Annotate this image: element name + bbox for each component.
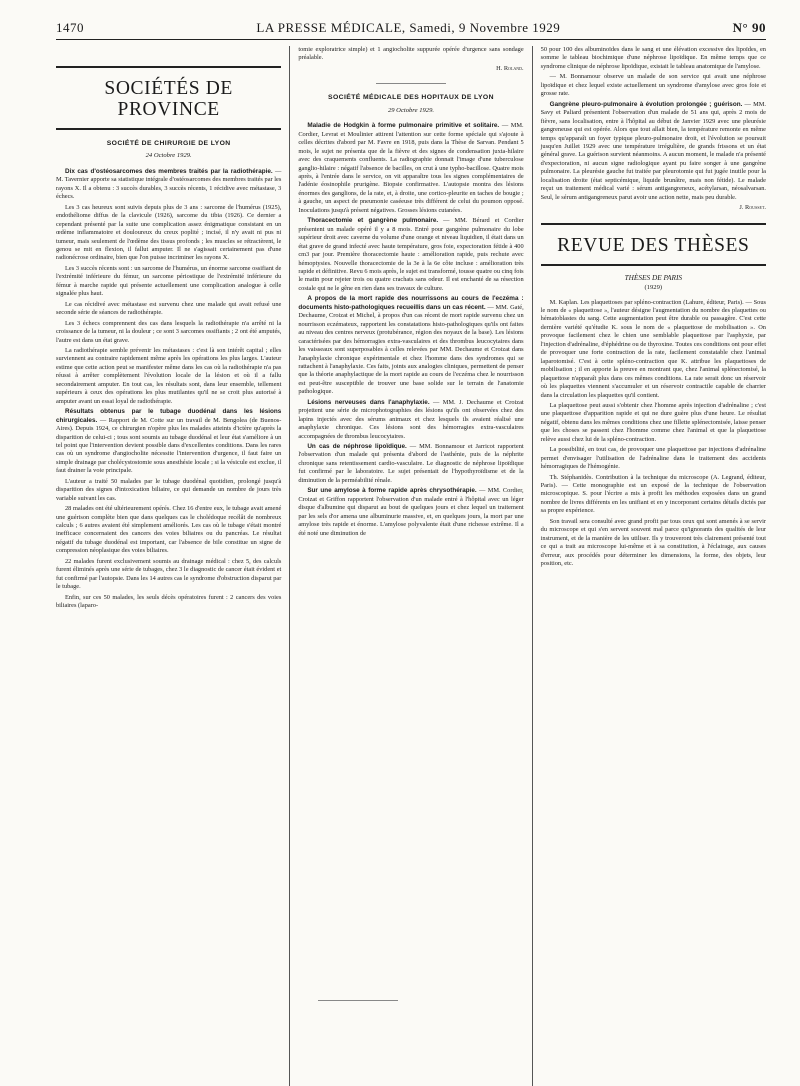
- item-body: L'auteur a traité 50 malades par le tubage duodénal quotidien, prolongé jusqu'à disparition des signes d'intoxication biliaire, ce qui demande un nombre de jours très variable suivant les cas.: [56, 477, 282, 502]
- item-body: 28 malades ont été ultérieurement opérés. Chez 16 d'entre eux, le tubage avait amené une guérison complète bien que dans quelques cas le cholédoque recélât de nombreux calculs ; 6 autres avaient été simplement améliorés. Les cas où le tubage s'était montré inefficace concernaient des cancers des voies biliaires ou du pancréas. Le résultat négatif du tubage duodénal est important, car l'absence de bile constitue un signe de compression néoplasique des voies biliaires.: [56, 505, 282, 555]
- article-item: [56, 347, 281, 406]
- journal-title: LA PRESSE MÉDICALE, Samedi, 9 Novembre 1929: [256, 20, 561, 35]
- item-title: Un cas de néphrose lipoïdique.: [307, 443, 407, 451]
- item-body: — MM. Gaté, Dechaume, Croizat et Michel, à propos d'un cas récent de mort rapide survenu chez un nourrisson eczémateux, rapportent les constatations histo-pathologiques qu'ils ont faites au niveau des centres nerveux (protubérance, région des noyaux de la base). Les lésions caractérisées par des hémorragies extra-vasculaires et des thrombus leucocytaires dans les vaisseaux sont superposables à celles relevées par MM. Dechaume et Croizat dans l'anaphylaxie chronique expérimentale et chez l'homme dans des syndromes qui se rattachent à l'anaphylaxie. Ces faits, joints aux analogies cliniques, permettent de penser que la théorie anaphylactique de la mort rapide au cours de l'eczéma chez le nourrisson est peut-être susceptible de trouver une base solide sur le terrain de l'anatomie pathologique.: [298, 303, 524, 396]
- issue-number: N° 90: [732, 20, 766, 35]
- section-title: REVUE DES THÈSES: [541, 223, 766, 266]
- item-body: Les 3 cas heureux sont suivis depuis plus de 3 ans : sarcome de l'humérus (1925), endothéliome diffus de la clavicule (1926), sarcome du tibia (1926). Ce dernier a cependant présenté par la suite une complication assez énigmatique consistant en un œdème inflammatoire et douloureux du creux poplité ; incisé, il n'y avait ni pus ni tumeur, mais seulement de l'œdème des tissus profonds ; les muscles se rétractèrent, le genou se mit en flexion, il fallut amputer. Il ne s'agissait certainement pas d'une radionécrose ordinaire, bien que l'on puisse incriminer les rayons X.: [56, 203, 282, 262]
- paragraph: Th. Stéphanidès. Contribution à la technique du microscope (A. Legrand, éditeur, Paris). — Cette monographie est un exposé de la technique de l'observation microscopique. S. pour l'écrire a mis à profit les méthodes exposées dans un grand nombre de livres différents en les unifiant et en y incorporant certains détails dictés par sa propre expérience.: [540, 473, 766, 515]
- item-body: — M. Tavernier apporte sa statistique intégrale d'ostéosarcomes des membres traités par les rayons X. Il a obtenu : 3 succès durables, 3 succès récents, 1 récidive avec métastase, 3 échecs.: [56, 167, 282, 201]
- author-signature: J. Rousset.: [739, 204, 766, 212]
- item-body: — MM. Bonnamour et Jarricot rapportent l'observation d'un malade qui présenta d'abord de l'asthénie, puis de la néphrite chronique sans retentissement cardio-vasculaire. Le diagnostic de néphrose lipoïdique fut confirmé par le laboratoire. Le sujet présentait de l'hypothyroïdisme et de la diminution de la perméabilité rénale.: [298, 443, 524, 484]
- article-item: [298, 295, 523, 396]
- item-title: A propos de la mort rapide des nourrissons au cours de l'eczéma : documents histo-pathologiques recueillis dans un cas récent.: [298, 295, 524, 311]
- item-body: — MM. Bérard et Cordier présentent un malade opéré il y a 8 mois. Entré pour gangrène pulmonaire du lobe supérieur droit avec caverne du volume d'une orange et niveau liquidien, il était dans un état grave de grand infecté avec haute température, gros foie, expectoration fétide à 400 cm3 par jour. Première thoracectomie haute : amélioration rapide, puis rechute avec hémoptysies. Nouvelle thoracectomie de la 3e à la 6e côte incluse : amélioration très rapide et définitive. Revu 6 mois après, le sujet est transformé, tousse quatre ou cinq fois le matin pour rejeter trois ou quatre crachats sans odeur. Il est enchanté de sa résection costale qui ne le gêne en rien dans ses travaux de culture.: [298, 217, 524, 292]
- article-item: [56, 320, 281, 345]
- article-item: [298, 487, 523, 538]
- column-2: [290, 46, 532, 1086]
- continued-text: 50 pour 100 des albuminoïdes dans le sang et une élévation excessive des lipoïdes, en somme le tableau biochimique d'une néphrose lipoïdique. En même temps que ce syndrome clinique de néphrose lipoïdique, existait le tableau anatomique de l'amylose.: [540, 46, 766, 70]
- item-body: La radiothérapie semble prévenir les métastases : c'est là son intérêt capital ; elles surviennent au contraire rapidement même après les opérations les plus larges. L'auteur estime que cette action peut se manifester même dans les cas où la radiothérapie n'a pas réussi à arrêter complètement l'évolution locale de la lésion et où il a fallu secondairement amputer. En tout cas, les résultats sont, dans leur ensemble, tellement supérieurs à ceux des opérations les plus mutilantes qu'il ne se croit plus autorisé à amputer avant un essai loyal de radiothérapie.: [56, 346, 282, 405]
- item-body: — MM. Cordier, Croizat et Griffon rapportent l'observation d'un malade entré à l'hôpital avec un léger disque d'albumine qui disparut au bout de quelques jours et chez lequel un traitement par les sels d'or amena une albuminurie massive, et, en quelques jours, la mort par une amylose très rapide et énorme. L'amylose polyvalente était d'une richesse extrême. Il a été noté une diminution de: [298, 487, 524, 537]
- paragraph: Son travail sera consulté avec grand profit par tous ceux qui sont amenés à se servir du microscope et qui s'en servent souvent mal parce qu'ignorants des qualités de leur instrument, et de la manière de les utiliser. Ils y trouveront très clairement présenté tout ce qui a trait au microscope lui-même et à sa constitution, à l'éclairage, aux causes d'erreur, aux procédés pour déterminer les dimensions, la forme, des objets, leur position, etc.: [540, 517, 766, 568]
- article-item: [56, 505, 281, 556]
- author-signature: H. Roland.: [496, 64, 524, 72]
- article-item: [298, 443, 523, 485]
- article-item: [56, 168, 281, 202]
- subsection-year: (1929): [644, 284, 663, 292]
- footer-divider: [318, 1000, 398, 1001]
- paragraph: La plaquettose peut aussi s'obtenir chez l'homme après injection d'adrénaline ; c'est une plaquettose d'apparition rapide et qui ne dure guère plus d'une heure. Le résultat négatif, obtenu dans les mêmes conditions chez une fillette splénectomisée, laisse penser que les choses se passent chez l'homme comme chez l'animal et que la plaquettose relève aussi chez lui de la spléno-contraction.: [540, 401, 766, 443]
- society-name: SOCIÉTÉ MÉDICALE DES HOPITAUX DE LYON: [328, 94, 494, 102]
- item-title: Thoracectomie et gangrène pulmonaire.: [307, 217, 439, 225]
- paragraph: La possibilité, en tout cas, de provoquer une plaquettose par injections d'adrénaline permet d'envisager l'utilisation de l'adrénaline dans le traitement des accidents hémorragiques de l'hémogénie.: [540, 446, 766, 471]
- item-body: Le cas récidivé avec métastase est survenu chez une malade qui avait refusé une seconde série de séances de radiothérapie.: [56, 300, 282, 317]
- subsection-title: THÈSES DE PARIS: [624, 272, 683, 282]
- item-title: Gangrène pleuro-pulmonaire à évolution prolongée ; guérison.: [549, 100, 743, 108]
- section-title: SOCIÉTÉS DE PROVINCE: [56, 66, 281, 130]
- article-item: [298, 122, 523, 215]
- item-title: Dix cas d'ostéosarcomes des membres traités par la radiothérapie.: [65, 167, 273, 175]
- society-name: SOCIÉTÉ DE CHIRURGIE DE LYON: [106, 140, 231, 147]
- article-item: [56, 558, 281, 592]
- item-body: — MM. Savy et Paliard présentent l'observation d'un malade de 51 ans qui, après 2 mois de fièvre, sans localisation, entre à l'hôpital au début de Janvier 1929 avec une pleurésie gangreneuse qui est opérée. Alors que tout allait bien, la température remonte en même temps qu'apparaît un foyer typique pleuro-pulmonaire droit, et l'évolution se poursuit jusqu'en Juillet 1929 avec une température irrégulière, de grands frissons et un état général grave. La guérison survient néanmoins. A aucun moment, le malade n'a présenté d'expectoration, ni aucun signe radiologique ayant pu faire songer à une gangrène pulmonaire. La pleurésie gauche fut traitée par pleurotomie qui fut jugée inutile pour la localisation droite (état septicémique, liquide brunâtre, mais non fétide). Le malade reçut un traitement médical varié : sérum antigangreneux, acétylarsan, néosalvarsan. Seul, le sérum antigangreneux parut avoir une action nette, mais peu durable.: [540, 100, 766, 201]
- item-body: — MM. J. Dechaume et Croizat projettent une série de microphotographies des lésions qu'ils ont observées chez des lapins injectés avec des sérums animaux et chez lesquels ils avaient réalisé une anaphylaxie chronique. Ces lésions sont des hémorragies extra-vasculaires accompagnées de thrombus leucocytaires.: [298, 398, 524, 440]
- article-item: [56, 265, 281, 299]
- page-number: 1470: [56, 20, 84, 35]
- page-header: [56, 20, 766, 40]
- article-item: [56, 594, 281, 611]
- session-date: 29 Octobre 1929.: [387, 106, 435, 114]
- item-body: Les 3 échecs comprennent des cas dans lesquels la radiothérapie n'a arrêté ni la croissance de la tumeur, ni la douleur ; ce sont 3 sarcomes ossifiants ; 2 ont été amputés, l'autre est dans un état grave.: [56, 319, 282, 344]
- article-item: [298, 217, 523, 293]
- continued-text: tomie exploratrice simple) et 1 angiocholite suppurée opérée d'urgence sans sondage préalable.: [298, 46, 524, 62]
- article-item: [56, 478, 281, 503]
- item-body: Enfin, sur ces 50 malades, les seuls décès opératoires furent : 2 cancers des voies biliaires (laparo-: [56, 593, 282, 610]
- column-3: [533, 46, 766, 1086]
- item-title: Lésions nerveuses dans l'anaphylaxie.: [307, 398, 430, 406]
- session-date: 24 Octobre 1929.: [145, 152, 192, 160]
- article-item: [298, 399, 523, 441]
- item-body: Les 3 succès récents sont : un sarcome de l'humérus, un énorme sarcome ossifiant de l'extrémité inférieure du fémur, un sarcome périostique de l'extrémité inférieure du fémur à marche rapide qui présente actuellement une complication analogue à celle signalée plus haut.: [56, 264, 282, 298]
- item-body: — Rapport de M. Cotte sur un travail de M. Bengolea (de Buenos-Aires). Depuis 1924, ce chirurgien n'opère plus les malades atteints d'ictère qu'après la disparition de celui-ci ; tous sont soumis au tubage duodénal et leur état s'améliore à un tel point que l'intervention devient possible dans d'excellentes conditions. Dans les rares cas où un syndrome d'angiocholite nécessite l'intervention d'urgence, il faut faire un simple drainage par cholécystostomie sous anesthésie locale ; si la vésicule est exclue, il faut drainer la voie principale.: [56, 416, 282, 475]
- item-title: Résultats obtenus par le tubage duodénal dans les lésions chirurgicales.: [56, 408, 282, 424]
- article-item: [56, 301, 281, 318]
- item-body: — MM. Cordier, Levrat et Moulinier attirent l'attention sur cette forme spéciale qui s'ajoute à celles décrites d'abord par M. Favre en 1918, puis dans la Thèse de Sarvan. Pendant 5 mois, le sujet ne présenta que de la fièvre et des signes de condensation juxta-hilaire avec des craquements confluents. La radiographie donnait l'image d'une tuberculose ganglio-hilaire : négatif l'absence de bacilles, on crut à une typho-bacillose. Quatre mois après, à l'entrée dans le service, on vit apparaître tous les signes complémentaires de l'adénie éosinophile prurigène. Biopsie confirmative. L'autopsie montra des lésions énormes des ganglions, de la rate, et, à droite, une cortico-pleurite en taches de bougie ; à gauche, un aspect de pneumonie caséeuse très différent de celui du poumon opposé. Inoculations jusqu'à présent négatives. Grosses lésions cutanées.: [298, 122, 524, 214]
- item-title: Sur une amylose à forme rapide après chrysothérapie.: [307, 487, 477, 495]
- article-item: [541, 101, 766, 202]
- paragraph: — M. Bonnamour observe un malade de son service qui avait une néphrose lipoïdique et chez lequel existe actuellement un syndrome d'amylose avec gros foie et grosse rate.: [540, 73, 766, 98]
- paragraph: M. Kaplan. Les plaquettoses par spléno-contraction (Lahure, éditeur, Paris). — Sous le nom de « plaquettose », l'auteur désigne l'augmentation du nombre des plaquettes ou hématoblastes du sang. Cette augmentation peut être durable ou passagère. C'est cette dernière variété qu'étudie K. sous le nom de « plaquettose de mobilisation ». On provoque facilement chez le chien une semblable plaquettose par l'asphyxie, par l'injection d'adrénaline, d'éphédrine ou de thyroxine. Toutes ces conditions ont pour effet de provoquer une forte contraction de la rate, facilement constatable chez l'animal laparotomisé. C'est à cette spléno-contraction que K. attribue les plaquettoses de mobilisation ; il en apporte la preuve en montrant que, chez l'animal splénectomisé, la plaquettose n'apparaît plus dans ces mêmes conditions. La rate serait donc un réservoir où les plaquettes viennent s'accumuler et un réservoir contractile capable de charrier dans la circulation les plaquettes qu'il contient.: [540, 298, 766, 399]
- item-body: 22 malades furent exclusivement soumis au drainage médical : chez 5, des calculs furent éliminés après une série de tubages, chez 3 le diagnostic de cancer était évident et fut confirmé par l'autopsie. Dans les 14 autres cas le syndrome d'obstruction disparut par le tubage.: [56, 557, 282, 591]
- divider: [376, 83, 446, 84]
- column-1: [56, 46, 290, 1086]
- article-item: [56, 408, 281, 476]
- item-title: Maladie de Hodgkin à forme pulmonaire primitive et solitaire.: [307, 122, 500, 130]
- article-item: [56, 204, 281, 263]
